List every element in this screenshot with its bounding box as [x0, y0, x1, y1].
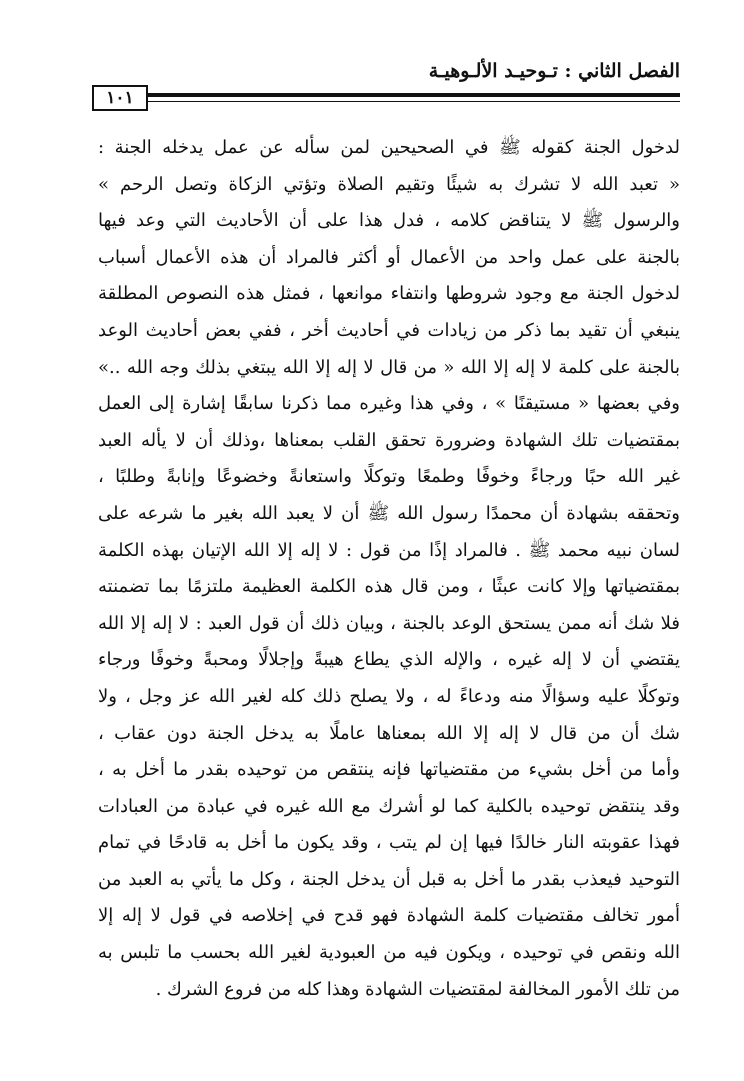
text-line-last: من تلك الأمور المخالفة لمقتضيات الشهادة وهذا كله من فروع الشرك .	[155, 978, 680, 1000]
text-line: وتوكلًا عليه وسؤالًا منه ودعاءً له ، ولا يصلح ذلك كله لغير الله عز وجل ، ولا	[98, 685, 680, 707]
text-line: الله ونقص في توحيده ، ويكون فيه من العبودية لغير الله بحسب ما تلبس به	[98, 942, 680, 964]
text-line: يقتضي أن لا إله غيره ، والإله الذي يطاع هيبةً وإجلالًا ومحبةً وخوفًا ورجاء	[98, 649, 680, 671]
text-line: وتحققه بشهادة أن محمدًا رسول الله ﷺ أن لا يعبد الله بغير ما شرعه على	[98, 502, 680, 524]
text-line: وقد ينتقض توحيده بالكلية كما لو أشرك مع الله غيره في عبادة من العبادات	[98, 795, 680, 817]
text-line: والرسول ﷺ لا يتناقض كلامه ، فدل هذا على أن الأحاديث التي وعد فيها	[98, 210, 680, 232]
text-line: بالجنة على كلمة لا إله إلا الله « من قال لا إله إلا الله يبتغي بذلك وجه الله ..»	[98, 356, 680, 378]
text-line: فهذا عقوبته النار خالدًا فيها إن لم يتب ، وقد يكون ما أخل به قادحًا في تمام	[98, 832, 680, 854]
text-line: وفي بعضها « مستيقنًا » ، وفي هذا وغيره مما ذكرنا سابقًا إشارة إلى العمل	[98, 393, 680, 415]
text-line: بالجنة على عمل واحد من الأعمال أو أكثر فالمراد أن هذه الأعمال أسباب	[98, 246, 680, 268]
chapter-title: الفصل الثاني : تـوحيـد الألـوهيـة	[428, 60, 680, 82]
text-line: لدخول الجنة كقوله ﷺ في الصحيحين لمن سأله عن عمل يدخله الجنة :	[98, 137, 680, 158]
page-header	[92, 56, 680, 116]
text-line: أمور تخالف مقتضيات كلمة الشهادة فهو قدح في إخلاصه في قول لا إله إلا	[98, 905, 680, 927]
text-line: فلا شك أنه ممن يستحق الوعد بالجنة ، وبيان ذلك أن قول العبد : لا إله إلا الله	[98, 612, 680, 634]
body-text	[98, 130, 680, 1008]
page-number: ١٠١	[92, 85, 148, 111]
text-line: بمقتضيات تلك الشهادة وضرورة تحقق القلب بمعناها ،وذلك أن لا يأله العبد	[98, 429, 680, 451]
header-rule-thick	[148, 93, 680, 97]
text-line: ينبغي أن تقيد بما ذكر من زيادات في أحاديث أخر ، ففي بعض أحاديث الوعد	[98, 319, 680, 341]
text-line: شك أن من قال لا إله إلا الله بمعناها عاملًا به يدخل الجنة دون عقاب ،	[98, 722, 680, 744]
text-line: وأما من أخل بشيء من مقتضياتها فإنه ينتقص من توحيده بقدر ما أخل به ،	[98, 759, 680, 781]
text-line: « تعبد الله لا تشرك به شيئًا وتقيم الصلاة وتؤتي الزكاة وتصل الرحم »	[98, 173, 680, 195]
text-line: التوحيد فيعذب بقدر ما أخل به قبل أن يدخل الجنة ، وكل ما يأتي به العبد من	[98, 868, 680, 890]
text-line: بمقتضياتها وإلا كانت عبثًا ، ومن قال هذه الكلمة العظيمة ملتزمًا بما تضمنته	[98, 576, 680, 598]
text-line: لسان نبيه محمد ﷺ . فالمراد إذًا من قول : لا إله إلا الله الإتيان بهذه الكلمة	[98, 539, 680, 561]
text-line: لدخول الجنة مع وجود شروطها وانتفاء موانعها ، فمثل هذه النصوص المطلقة	[98, 283, 680, 305]
header-rule-thin	[148, 101, 680, 102]
text-line: غير الله حبًا ورجاءً وخوفًا وطمعًا وتوكلًا واستعانةً وخضوعًا وإنابةً وطلبًا ،	[98, 466, 680, 488]
